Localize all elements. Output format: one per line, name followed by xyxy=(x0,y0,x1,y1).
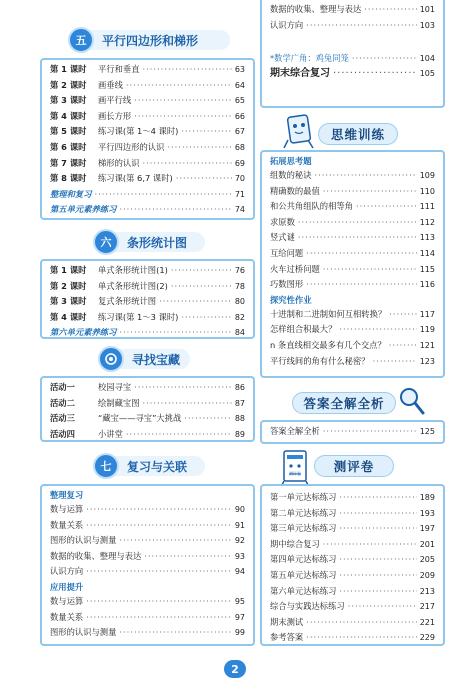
toc-row[interactable]: 第六单元达标练习 ····· 213 xyxy=(270,584,435,600)
toc-row[interactable]: 第五单元素养练习 ····· 74 xyxy=(50,202,245,218)
unit6-number-badge: 六 xyxy=(93,229,119,255)
toc-row[interactable]: 第三单元达标练习 ····· 197 xyxy=(270,521,435,537)
answers-banner xyxy=(292,392,396,414)
toc-row[interactable]: *数学广角：鸡兔同笼 ····· 104 xyxy=(270,51,435,67)
treasure-title: 寻找宝藏 xyxy=(132,352,181,367)
unit7-title: 复习与关联 xyxy=(127,459,188,474)
unit5-panel xyxy=(40,58,255,220)
toc-row[interactable]: 第 8 课时 练习课(第 6,7 课时) ····· 70 xyxy=(50,171,245,187)
toc-row[interactable]: 期末测试 ····· 221 xyxy=(270,615,435,631)
toc-row[interactable]: 数与运算 ····· 90 xyxy=(50,502,245,518)
toc-row[interactable]: 和公共角组队的相等角 ····· 111 xyxy=(270,199,435,215)
thinking-banner xyxy=(318,123,398,145)
toc-row[interactable]: 第 1 课时 单式条形统计图(1) ····· 76 xyxy=(50,263,245,279)
toc-row[interactable]: 第 1 课时 平行和垂直 ····· 63 xyxy=(50,62,245,78)
unit7-number-badge: 七 xyxy=(93,453,119,479)
toc-row[interactable]: 第 5 课时 练习课(第 1～4 课时) ····· 67 xyxy=(50,124,245,140)
toc-row[interactable]: 活动二 绘制藏宝图 ····· 87 xyxy=(50,396,245,412)
toc-row[interactable]: 竖式谜 ····· 113 xyxy=(270,230,435,246)
answers-panel xyxy=(260,420,445,444)
toc-row[interactable]: 第 7 课时 梯形的认识 ····· 69 xyxy=(50,156,245,172)
toc-row[interactable]: 第二单元达标练习 ····· 193 xyxy=(270,506,435,522)
thinking-panel xyxy=(260,150,445,378)
toc-row[interactable]: 第 6 课时 平行四边形的认识 ····· 68 xyxy=(50,140,245,156)
tests-banner xyxy=(314,455,394,477)
toc-row[interactable]: 图形的认识与测量 ····· 92 xyxy=(50,533,245,549)
toc-row[interactable]: 认识方向 ····· 94 xyxy=(50,564,245,580)
toc-row[interactable]: 数量关系 ····· 91 xyxy=(50,518,245,534)
toc-row[interactable]: 期中综合复习 ····· 201 xyxy=(270,537,435,553)
thinking-title: 思维训练 xyxy=(330,127,385,142)
section-subheading: 应用提升 xyxy=(50,581,84,592)
treasure-icon xyxy=(98,346,124,372)
toc-row[interactable]: 精确数的最值 ····· 110 xyxy=(270,184,435,200)
unit6-banner xyxy=(95,232,205,252)
toc-row[interactable]: 巧数图形 ····· 116 xyxy=(270,277,435,293)
toc-row[interactable]: 数据的收集、整理与表达 ····· 101 xyxy=(270,2,435,18)
toc-row[interactable]: 第 3 课时 画平行线 ····· 65 xyxy=(50,93,245,109)
toc-row[interactable]: 认识方向 ····· 103 xyxy=(270,18,435,34)
toc-row[interactable]: 十进制和二进制如何互相转换？ ····· 117 xyxy=(270,307,435,323)
toc-row[interactable]: 答案全解全析 ····· 125 xyxy=(270,424,435,440)
toc-row[interactable]: 第 4 课时 画长方形 ····· 66 xyxy=(50,109,245,125)
toc-row[interactable]: 数量关系 ····· 97 xyxy=(50,610,245,626)
toc-row[interactable]: 期末综合复习 ····· 105 xyxy=(270,67,435,82)
toc-row[interactable]: 数据的收集、整理与表达 ····· 93 xyxy=(50,549,245,565)
unit7-banner xyxy=(95,456,205,476)
unit5-banner xyxy=(70,30,230,50)
toc-row[interactable]: 互给问题 ····· 114 xyxy=(270,246,435,262)
section-subheading: 探究性作业 xyxy=(270,294,312,305)
toc-row[interactable]: 参考答案 ····· 229 xyxy=(270,630,435,646)
toc-row[interactable]: 第 4 课时 练习课(第 1～3 课时) ····· 82 xyxy=(50,310,245,326)
toc-row[interactable]: 第六单元素养练习 ····· 84 xyxy=(50,325,245,341)
section-subheading: 整理复习 xyxy=(50,490,84,500)
toc-row[interactable]: 第 2 课时 画垂线 ····· 64 xyxy=(50,78,245,94)
toc-row[interactable]: 图形的认识与测量 ····· 99 xyxy=(50,625,245,641)
magnifier-icon xyxy=(396,384,426,420)
toc-row[interactable]: 第 3 课时 复式条形统计图 ····· 80 xyxy=(50,294,245,310)
unit7-panel xyxy=(40,484,255,646)
test-paper-mascot-label: 测评卷 xyxy=(289,471,301,476)
toc-row[interactable]: 火车过桥问题 ····· 115 xyxy=(270,262,435,278)
toc-row[interactable]: 第一单元达标练习 ····· 189 xyxy=(270,490,435,506)
tests-title: 测评卷 xyxy=(333,459,375,474)
treasure-banner xyxy=(100,349,190,369)
section-subheading: 拓展思考题 xyxy=(270,156,312,166)
page-number: 2 xyxy=(224,660,246,678)
unit6-panel xyxy=(40,259,255,339)
unit5-number-badge: 五 xyxy=(68,27,94,53)
toc-row[interactable]: 求原数 ····· 112 xyxy=(270,215,435,231)
toc-row[interactable]: 活动一 校园寻宝 ····· 86 xyxy=(50,380,245,396)
toc-row[interactable]: 第 2 课时 单式条形统计图(2) ····· 78 xyxy=(50,279,245,295)
toc-row[interactable]: 第五单元达标练习 ····· 209 xyxy=(270,568,435,584)
tests-panel xyxy=(260,484,445,646)
treasure-panel xyxy=(40,376,255,442)
unit5-title: 平行四边形和梯形 xyxy=(102,33,199,48)
toc-row[interactable]: 第四单元达标练习 ····· 205 xyxy=(270,552,435,568)
toc-row[interactable]: 活动三 “藏宝——寻宝”大挑战 ····· 88 xyxy=(50,411,245,427)
toc-row[interactable]: 活动四 小讲堂 ····· 89 xyxy=(50,427,245,443)
toc-row[interactable]: 怎样组合积最大？ ····· 119 xyxy=(270,322,435,338)
toc-row[interactable]: 整理和复习 ····· 71 xyxy=(50,187,245,203)
answers-title: 答案全解全析 xyxy=(303,396,385,411)
toc-row[interactable]: 综合与实践达标练习 ····· 217 xyxy=(270,599,435,615)
unit6-title: 条形统计图 xyxy=(127,235,188,250)
unit7-continued-panel xyxy=(260,0,445,108)
toc-row[interactable]: 平行线间的角有什么秘密？ ····· 123 xyxy=(270,354,435,370)
toc-row[interactable]: n 条直线相交最多有几个交点？ ····· 121 xyxy=(270,338,435,354)
toc-row[interactable]: 数与运算 ····· 95 xyxy=(50,594,245,610)
toc-row[interactable]: 组数的秘诀 ····· 109 xyxy=(270,168,435,184)
